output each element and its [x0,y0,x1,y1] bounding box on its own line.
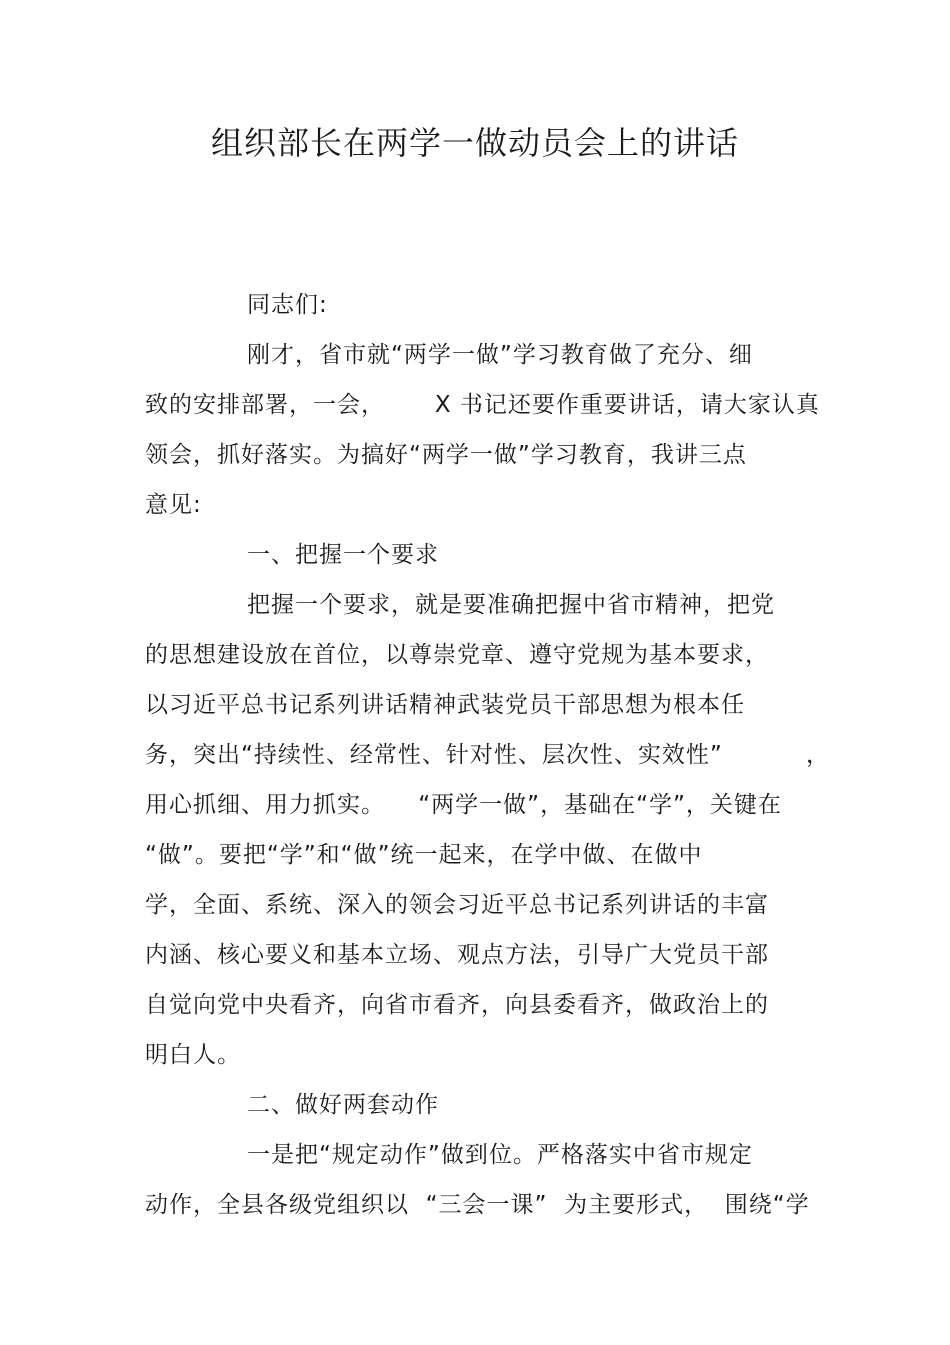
paragraph-line: 内涵、核心要义和基本立场、观点方法，引导广大党员干部 [145,942,769,968]
paragraph-line: 的思想建设放在首位，以尊崇党章、遵守党规为基本要求， [145,642,769,668]
paragraph-line: 自觉向党中央看齐，向省市看齐，向县委看齐，做政治上的 [145,992,769,1018]
paragraph-line: 务，突出“持续性、经常性、针对性、层次性、实效性” ， [145,742,830,768]
paragraph-line: 明白人。 [145,1042,241,1068]
section-heading: 一、把握一个要求 [247,542,439,568]
paragraph-line: 动作，全县各级党组织以 “三会一课” 为主要形式， 围绕“学 [145,1192,810,1218]
paragraph-line: 用心抓细、用力抓实。 “两学一做”，基础在“学”，关键在 [145,792,782,818]
paragraph-line: 把握一个要求，就是要准确把握中省市精神，把党 [247,592,775,618]
paragraph-line: 刚才，省市就“两学一做”学习教育做了充分、细 [247,342,753,368]
paragraph-line: 领会，抓好落实。为搞好“两学一做”学习教育，我讲三点 [145,442,747,468]
section-heading: 二、做好两套动作 [247,1092,439,1118]
paragraph-line: “做”。要把“学”和“做”统一起来，在学中做、在做中 [145,842,703,868]
paragraph-line: 致的安排部署，一会， X 书记还要作重要讲话，请大家认真 [145,392,820,418]
paragraph-line: 意见: [145,492,202,518]
document-title: 组织部长在两学一做动员会上的讲话 [210,124,739,162]
paragraph-line: 学，全面、系统、深入的领会习近平总书记系列讲话的丰富 [145,892,769,918]
salutation: 同志们: [247,292,328,318]
paragraph-line: 一是把“规定动作”做到位。严格落实中省市规定 [247,1142,753,1168]
paragraph-line: 以习近平总书记系列讲话精神武装党员干部思想为根本任 [145,692,745,718]
